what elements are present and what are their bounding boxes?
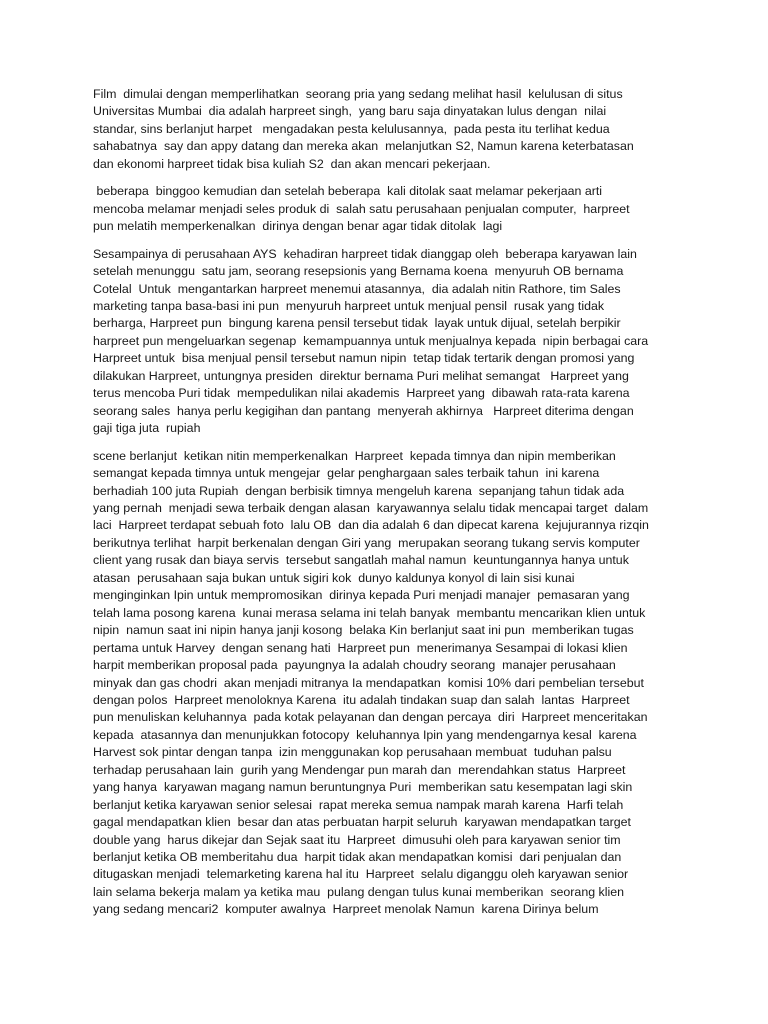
paragraph — [93, 183, 683, 235]
text-line: setelah menunggu satu jam, seorang resepsionis yang Bernama koena menyuruh OB bernama — [93, 264, 624, 279]
document-body — [93, 86, 683, 929]
text-line: client yang rusak dan biaya servis tersebut sangatlah mahal namun keuntungannya hanya untuk — [93, 553, 629, 568]
text-line: standar, sins berlanjut harpet mengadakan pesta kelulusannya, pada pesta itu terlihat kedua — [93, 121, 610, 136]
text-line: berlanjut ketika OB memberitahu dua harpit tidak akan mendapatkan komisi dari penjualan dan — [93, 850, 622, 865]
text-line: harpit memberikan proposal pada payungnya Ia adalah choudry seorang manajer perusahaan — [93, 658, 616, 673]
text-line: Harpreet untuk bisa menjual pensil tersebut namun nipin tetap tidak tertarik dengan promosi yang — [93, 351, 635, 366]
text-line: dilakukan Harpreet, untungnya presiden direktur bernama Puri melihat semangat Harpreet yang — [93, 368, 629, 383]
text-line: dan ekonomi harpreet tidak bisa kuliah S2 dan akan mencari pekerjaan. — [93, 156, 491, 171]
text-line: gaji tiga juta rupiah — [93, 421, 201, 436]
text-line: yang hanya karyawan magang namun beruntungnya Puri memberikan satu kesempatan lagi skin — [93, 780, 633, 795]
text-line: kepada atasannya dan menunjukkan fotocopy keluhannya Ipin yang mendengarnya kesal karena — [93, 727, 637, 742]
text-line: minyak dan gas chodri akan menjadi mitranya Ia mendapatkan komisi 10% dari pembelian tersebut — [93, 675, 644, 690]
text-line: sahabatnya say dan appy datang dan mereka akan melanjutkan S2, Namun karena keterbatasan — [93, 139, 634, 154]
text-line: yang pernah menjadi sewa terbaik dengan alasan karyawannya selalu tidak mencapai target dalam — [93, 500, 649, 515]
text-line: nipin namun saat ini nipin hanya janji kosong belaka Kin berlanjut saat ini pun memberikan tugas — [93, 623, 634, 638]
text-line: ditugaskan menjadi telemarketing karena hal itu Harpreet selalu diganggu oleh karyawan senior — [93, 867, 629, 882]
text-line: Harvest sok pintar dengan tanpa izin menggunakan kop perusahaan membuat tuduhan palsu — [93, 745, 612, 760]
text-line: terhadap perusahaan lain gurih yang Mendengar pun marah dan merendahkan status Harpreet — [93, 762, 626, 777]
paragraph — [93, 448, 683, 919]
text-line: menginginkan Ipin untuk mempromosikan dirinya kepada Puri menjadi manajer pemasaran yang — [93, 588, 630, 603]
text-line: Film dimulai dengan memperlihatkan seorang pria yang sedang melihat hasil kelulusan di situs — [93, 87, 623, 101]
text-line: Universitas Mumbai dia adalah harpreet singh, yang baru saja dinyatakan lulus dengan nilai — [93, 104, 607, 119]
paragraph — [93, 86, 683, 173]
text-line: atasan perusahaan saja bukan untuk sigiri kok dunyo kaldunya konyol di lain sisi kunai — [93, 570, 575, 585]
text-line: terus mencoba Puri tidak mempedulikan nilai akademis Harpreet yang dibawah rata-rata karena — [93, 386, 630, 401]
text-line: Cotelal Untuk mengantarkan harpreet menemui atasannya, dia adalah nitin Rathore, tim Sales — [93, 281, 621, 296]
text-line: dengan polos Harpreet menoloknya Karena itu adalah tindakan suap dan salah lantas Harpreet — [93, 692, 630, 707]
text-line: double yang harus dikejar dan Sejak saat itu Harpreet dimusuhi oleh para karyawan senior tim — [93, 832, 621, 847]
text-line: marketing tanpa basa-basi ini pun menyuruh harpreet untuk menjual pensil rusak yang tidak — [93, 298, 605, 313]
text-line: scene berlanjut ketikan nitin memperkenalkan Harpreet kepada timnya dan nipin memberikan — [93, 448, 616, 463]
text-line: berlanjut ketika karyawan senior selesai rapat mereka semua nampak marah karena Harfi telah — [93, 797, 624, 812]
text-line: seorang sales hanya perlu kegigihan dan pantang menyerah akhirnya Harpreet diterima dengan — [93, 403, 634, 418]
text-line: lain selama bekerja malam ya ketika mau pulang dengan tulus kunai memberikan seorang klien — [93, 884, 625, 899]
text-line: berhadiah 100 juta Rupiah dengan berbisik timnya mengeluh karena sepanjang tahun tidak ada — [93, 483, 625, 498]
text-line: Sesampainya di perusahaan AYS kehadiran harpreet tidak dianggap oleh beberapa karyawan lain — [93, 246, 637, 261]
paragraph — [93, 246, 683, 438]
text-line: pun melatih memperkenalkan dirinya dengan benar agar tidak ditolak lagi — [93, 219, 503, 234]
text-line: pun menuliskan keluhannya pada kotak pelayanan dan dengan percaya diri Harpreet menceritakan — [93, 710, 648, 725]
text-line: yang sedang mencari2 komputer awalnya Harpreet menolak Namun karena Dirinya belum — [93, 902, 599, 917]
text-line: gagal mendapatkan klien besar dan atas perbuatan harpit seluruh karyawan mendapatkan target — [93, 815, 631, 830]
text-line: berharga, Harpreet pun bingung karena pensil tersebut tidak layak untuk dijual, setelah berpikir — [93, 316, 621, 331]
text-line: semangat kepada timnya untuk mengejar gelar penghargaan sales terbaik tahun ini karena — [93, 466, 600, 481]
text-line: mencoba melamar menjadi seles produk di salah satu perusahaan penjualan computer, harpreet — [93, 201, 630, 216]
text-line: pertama untuk Harvey dengan senang hati Harpreet pun menerimanya Sesampai di lokasi klien — [93, 640, 628, 655]
text-line: telah lama posong karena kunai merasa selama ini telah banyak membantu mencarikan klien untuk — [93, 605, 646, 620]
text-line: berikutnya terlihat harpit berkenalan dengan Giri yang merupakan seorang tukang servis komputer — [93, 535, 640, 550]
text-line: harpreet pun mengeluarkan segenap kemampuannya untuk menjualnya kepada nipin berbagai cara — [93, 333, 649, 348]
text-line: beberapa binggoo kemudian dan setelah beberapa kali ditolak saat melamar pekerjaan arti — [93, 184, 603, 199]
text-line: laci Harpreet terdapat sebuah foto lalu OB dan dia adalah 6 dan dipecat karena kejujurannya rizqin — [93, 518, 649, 533]
